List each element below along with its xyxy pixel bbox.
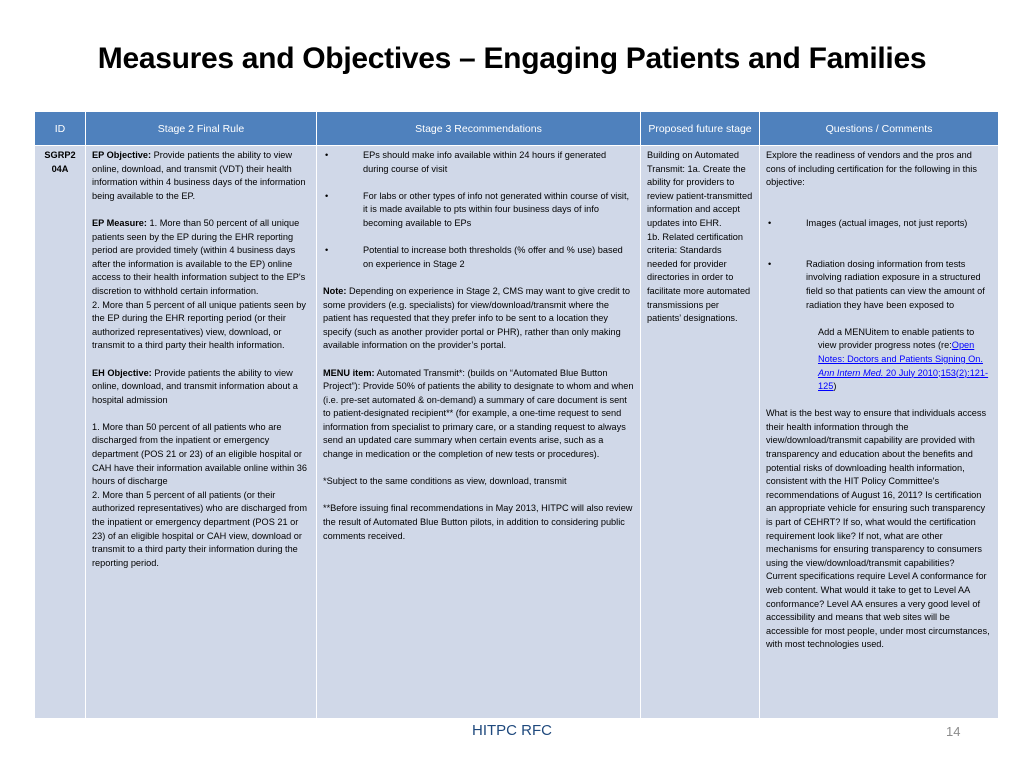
questions-bullet-text: Radiation dosing information from tests involving radiation exposure in a structured field so that patients can view the amount of radiation they have been exposed to (806, 258, 985, 310)
questions-cell (760, 146, 999, 719)
stage3-bullet-text: Potential to increase both thresholds (% offer and % use) based on experience in Stage 2 (363, 245, 623, 269)
questions-intro: Explore the readiness of vendors and the pros and cons of including certification for the following in this objective: (766, 150, 977, 188)
row-id-text: SGRP2 04A (44, 150, 76, 174)
ep-objective (92, 149, 310, 203)
note-text: Depending on experience in Stage 2, CMS may want to give credit to some providers (e.g. specialists) for view/download/transmit where the patient has requested that they prefer info to be sent to a location they specify (such as another provider portal or PHR), rather than only making available information on the provider’s portal. (323, 285, 630, 351)
stage3-bullet (323, 244, 634, 271)
measures-table (34, 111, 999, 719)
ep-measure-2: 2. More than 5 percent of all unique patients seen by the EP during the EHR reporting period (or their authorized representatives) view, download, or transmit to a third party their health information. (92, 299, 307, 351)
bullet-marker: • (325, 245, 329, 256)
menu-item-text: Automated Transmit*: (builds on “Automated Blue Button Project”): Provide 50% of patients the ability to designate to whom and when (i.e. pre-set automated & on-demand) a summary of care document is sent to patient-designated recipient** (for example, a one-time request to send information from specialist to primary care, or a standing request to always send an updated care summary when certain events arise, such as a change in medication or the completion of new tests or procedures). (323, 367, 634, 460)
questions-bullet-text: Images (actual images, not just reports) (806, 217, 968, 228)
table-header-row (35, 112, 999, 146)
header-future: Proposed future stage (641, 112, 760, 146)
open-notes-link-text: Open Notes: Doctors and Patients Signing On. (818, 340, 983, 364)
stage3-bullet (323, 190, 634, 231)
ep-measure-label: EP Measure: (92, 217, 147, 228)
eh-objective-text: Provide patients the ability to view online, download, and transmit information about a hospital admission (92, 367, 298, 405)
questions-bullet (766, 217, 992, 231)
stage3-before-note: **Before issuing final recommendations in May 2013, HITPC will also review the result of Automated Blue Button pilots, in addition to considering public comments received. (323, 503, 633, 541)
header-stage3: Stage 3 Recommendations (317, 112, 641, 146)
header-questions: Questions / Comments (760, 112, 999, 146)
stage3-bullet (323, 149, 634, 176)
questions-paragraph: What is the best way to ensure that individuals access their health information through the view/download/transmit capability are provided with transparency and education about the benefits and potential risks of downloading health information, consistent with the HIT Policy Committee's recommendations of August 16, 2011? Is certification an appropriate vehicle for ensuring such transparency is part of CEHRT? If so, what would the certification requirement look like? If not, what are other mechanisms for ensuring transparency to consumers using the view/download/transmit capabilities? Current specifications require Level A conformance for web content. What would it take to get to Level AA conformance? Level AA ensures a very good level of accessibility and means that web sites will be accessible for most people, under most circumstances, with most technologies used. (766, 408, 990, 650)
stage3-cell (317, 146, 641, 719)
stage3-menu-item (323, 367, 634, 462)
stage2-cell (86, 146, 317, 719)
slide-title: Measures and Objectives – Engaging Patients and Families (97, 42, 927, 75)
bullet-marker: • (325, 150, 329, 160)
stage3-bullet-text: For labs or other types of info not generated within course of visit, it is made available to pts within four business days of info becoming available to EPs (363, 190, 630, 228)
eh-measure-1: 1. More than 50 percent of all patients who are discharged from the inpatient or emergency department (POS 21 or 23) of an eligible hospital or CAH have their information available online within 36 hours of discharge (92, 421, 308, 487)
ep-measure-1: 1. More than 50 percent of all unique patients seen by the EP during the EHR reporting period are provided timely (within 4 business days after the information is available to the EP) online access to their health information subject to the EP's discretion to withhold certain information. (92, 217, 306, 296)
open-notes-prefix: Add a MENUitem to enable patients to view provider progress notes (re: (818, 326, 975, 351)
note-label: Note: (323, 285, 347, 296)
eh-measure-2: 2. More than 5 percent of all patients (or their authorized representatives) who are discharged from the inpatient or emergency department (POS 21 or 23) of an eligible hospital or CAH view, download or transmit to a third party their information during the reporting period. (92, 489, 307, 568)
bullet-marker: • (325, 190, 329, 201)
row-id (35, 146, 86, 719)
ep-measure (92, 217, 310, 299)
future-stage-cell (641, 146, 760, 719)
bullet-marker: • (768, 258, 772, 269)
open-notes-menu-item (766, 326, 992, 394)
ep-objective-text: Provide patients the ability to view online, download, and transmit (VDT) their health information within 4 business days of the information being available to the EP. (92, 150, 306, 201)
open-notes-suffix: ) (833, 381, 837, 392)
stage3-subject-note: *Subject to the same conditions as view, download, transmit (323, 476, 567, 487)
eh-objective-label: EH Objective: (92, 367, 152, 378)
stage3-note (323, 285, 634, 353)
ep-objective-label: EP Objective: (92, 150, 152, 160)
page-number: 14 (946, 724, 961, 739)
eh-objective (92, 367, 310, 408)
open-notes-journal: Ann Intern Med. (818, 367, 884, 378)
footer-text: HITPC RFC (472, 722, 552, 739)
menu-item-label: MENU item: (323, 367, 375, 378)
table-row (35, 146, 999, 719)
open-notes-citation: 20 July 2010;153(2):121-125 (818, 367, 989, 392)
header-id: ID (35, 112, 86, 146)
stage3-bullet-text: EPs should make info available within 24 hours if generated during course of visit (363, 150, 607, 174)
questions-bullet (766, 258, 992, 312)
future-stage-text: Building on Automated Transmit: 1a. Create the ability for providers to review patient-transmitted information and accept updates into EHR. 1b. Related certification criteria: Standards needed for provider directories in order to facilitate more automated transmissions per patients’ designations. (647, 150, 753, 324)
header-stage2: Stage 2 Final Rule (86, 112, 317, 146)
bullet-marker: • (768, 217, 772, 228)
